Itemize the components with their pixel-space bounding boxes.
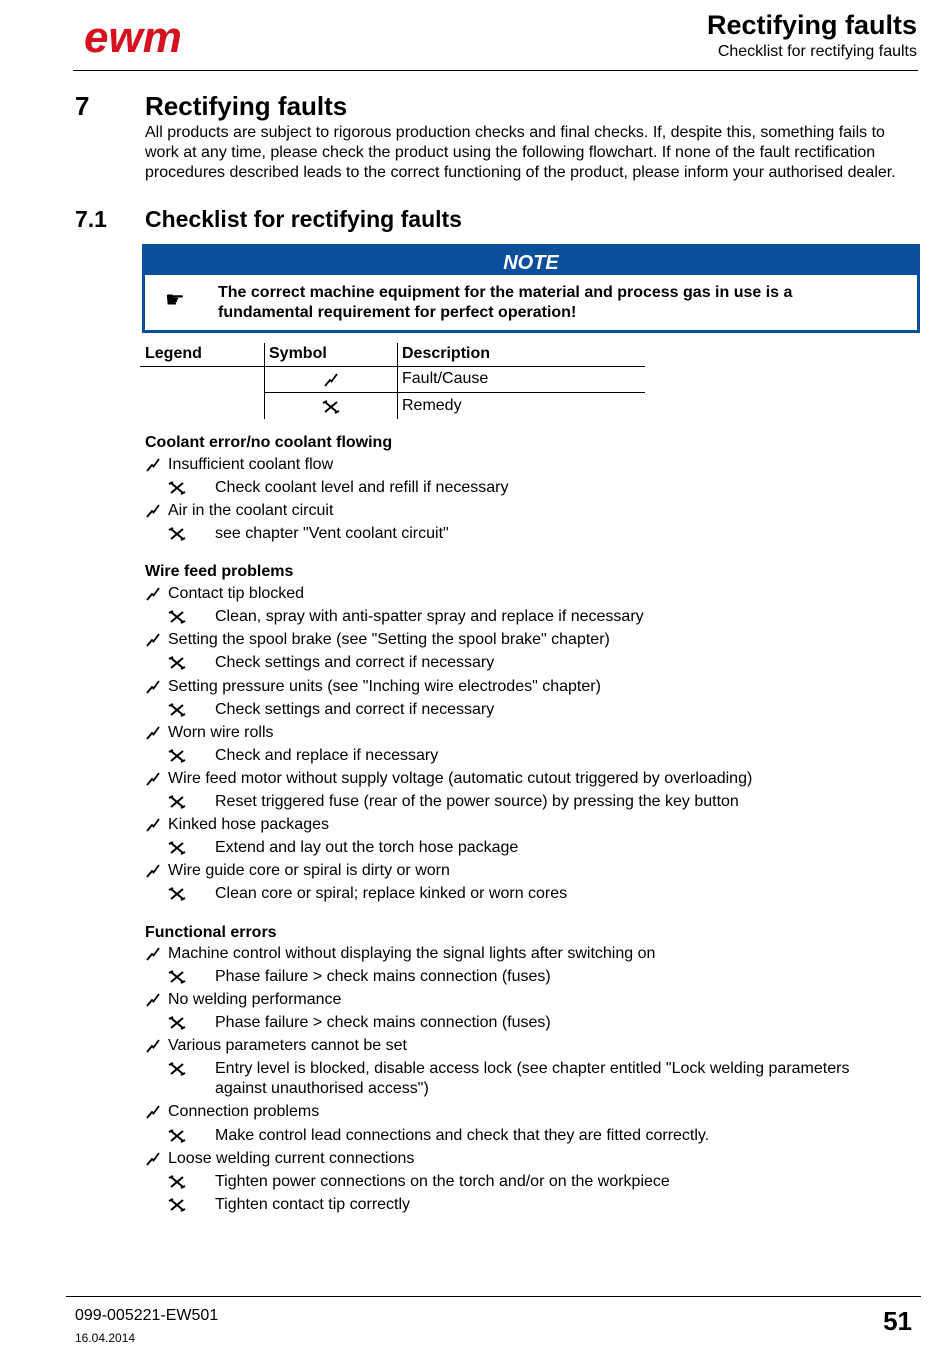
remedy-text: Tighten power connections on the torch and/or on the workpiece — [215, 1173, 670, 1190]
legend-header-symbol: Symbol — [269, 345, 327, 362]
fault-group-title: Functional errors — [145, 924, 277, 941]
svg-text:ewm: ewm — [84, 13, 182, 62]
fault-icon — [145, 1039, 161, 1053]
legend-description: Fault/Cause — [402, 370, 489, 387]
remedy-text: Check settings and correct if necessary — [215, 701, 495, 718]
fault-cause: Wire feed motor without supply voltage (automatic cutout triggered by overloading) — [168, 770, 753, 787]
remedy-text: Clean core or spiral; replace kinked or worn cores — [215, 885, 568, 902]
remedy-text: see chapter "Vent coolant circuit" — [215, 525, 449, 542]
fault-icon — [145, 947, 161, 961]
legend-divider — [140, 366, 645, 367]
document-date: 16.04.2014 — [75, 1331, 136, 1345]
remedy-text: Tighten contact tip correctly — [215, 1196, 411, 1213]
legend-header-legend: Legend — [145, 345, 202, 362]
fault-icon — [145, 818, 161, 832]
subsection-number: 7.1 — [75, 206, 107, 232]
note-text: The correct machine equipment for the material and process gas in use is a fundamental requirement for perfect operation! — [218, 284, 793, 321]
remedy-icon — [168, 703, 186, 717]
remedy-text: Make control lead connections and check that they are fitted correctly. — [215, 1127, 710, 1144]
document-number: 099-005221-EW501 — [75, 1307, 219, 1324]
remedy-icon — [168, 970, 186, 984]
fault-cause: No welding performance — [168, 991, 342, 1008]
remedy-icon — [168, 1129, 186, 1143]
remedy-icon — [168, 887, 186, 901]
section-number: 7 — [75, 91, 90, 121]
fault-cause: Setting pressure units (see "Inching wire electrodes" chapter) — [168, 678, 601, 695]
legend-column-divider — [264, 343, 265, 419]
note-heading: NOTE — [145, 247, 917, 275]
remedy-icon — [168, 841, 186, 855]
fault-cause: Loose welding current connections — [168, 1150, 415, 1167]
fault-icon — [145, 458, 161, 472]
fault-icon — [145, 680, 161, 694]
remedy-text: Entry level is blocked, disable access lock (see chapter entitled "Lock welding parameters against unauthorised access") — [215, 1060, 850, 1097]
ewm-logo — [82, 12, 212, 62]
legend-description: Remedy — [402, 397, 462, 414]
remedy-icon — [168, 656, 186, 670]
fault-icon — [145, 1152, 161, 1166]
header-subtitle: Checklist for rectifying faults — [717, 43, 917, 60]
fault-cause: Wire guide core or spiral is dirty or worn — [168, 862, 450, 879]
fault-icon — [322, 373, 340, 387]
remedy-icon — [168, 1062, 186, 1076]
legend-header-description: Description — [402, 345, 491, 362]
remedy-text: Phase failure > check mains connection (fuses) — [215, 1014, 551, 1031]
fault-cause: Worn wire rolls — [168, 724, 274, 741]
fault-icon — [145, 772, 161, 786]
footer-divider — [66, 1296, 921, 1297]
fault-icon — [145, 633, 161, 647]
remedy-icon — [168, 610, 186, 624]
fault-icon — [145, 587, 161, 601]
subsection-title: Checklist for rectifying faults — [145, 206, 462, 232]
fault-icon — [145, 864, 161, 878]
header-divider — [73, 70, 918, 71]
fault-cause: Insufficient coolant flow — [168, 456, 334, 473]
fault-cause: Connection problems — [168, 1103, 320, 1120]
fault-cause: Various parameters cannot be set — [168, 1037, 407, 1054]
remedy-icon — [168, 1016, 186, 1030]
note-box — [142, 244, 920, 333]
remedy-text: Clean, spray with anti-spatter spray and replace if necessary — [215, 608, 644, 625]
fault-group-title: Wire feed problems — [145, 563, 294, 580]
fault-icon — [145, 726, 161, 740]
fault-cause: Contact tip blocked — [168, 585, 305, 602]
section-title: Rectifying faults — [145, 91, 348, 121]
fault-icon — [145, 504, 161, 518]
fault-cause: Machine control without displaying the signal lights after switching on — [168, 945, 656, 962]
fault-cause: Kinked hose packages — [168, 816, 329, 833]
remedy-icon — [168, 1175, 186, 1189]
legend-column-divider — [397, 343, 398, 419]
remedy-text: Phase failure > check mains connection (fuses) — [215, 968, 551, 985]
header-title: Rectifying faults — [706, 10, 917, 40]
remedy-icon — [168, 527, 186, 541]
pointing-hand-icon: ☛ — [165, 287, 185, 312]
page-number: 51 — [883, 1306, 912, 1336]
remedy-text: Check and replace if necessary — [215, 747, 439, 764]
remedy-text: Check settings and correct if necessary — [215, 654, 495, 671]
fault-cause: Air in the coolant circuit — [168, 502, 334, 519]
section-intro: All products are subject to rigorous production checks and final checks. If, despite this, something fails to work at any time, please check the product using the following flowchart. If none of the fault rectification procedures described leads to the correct functioning of the product, please inform your authorised dealer. — [145, 124, 896, 181]
remedy-icon — [168, 481, 186, 495]
fault-icon — [145, 1105, 161, 1119]
remedy-text: Extend and lay out the torch hose package — [215, 839, 519, 856]
fault-group-title: Coolant error/no coolant flowing — [145, 434, 393, 451]
remedy-icon — [168, 795, 186, 809]
remedy-text: Reset triggered fuse (rear of the power source) by pressing the key button — [215, 793, 739, 810]
fault-cause: Setting the spool brake (see "Setting the spool brake" chapter) — [168, 631, 610, 648]
legend-divider — [265, 392, 645, 393]
fault-icon — [145, 993, 161, 1007]
remedy-icon — [322, 400, 340, 414]
remedy-icon — [168, 749, 186, 763]
remedy-icon — [168, 1198, 186, 1212]
remedy-text: Check coolant level and refill if necessary — [215, 479, 509, 496]
